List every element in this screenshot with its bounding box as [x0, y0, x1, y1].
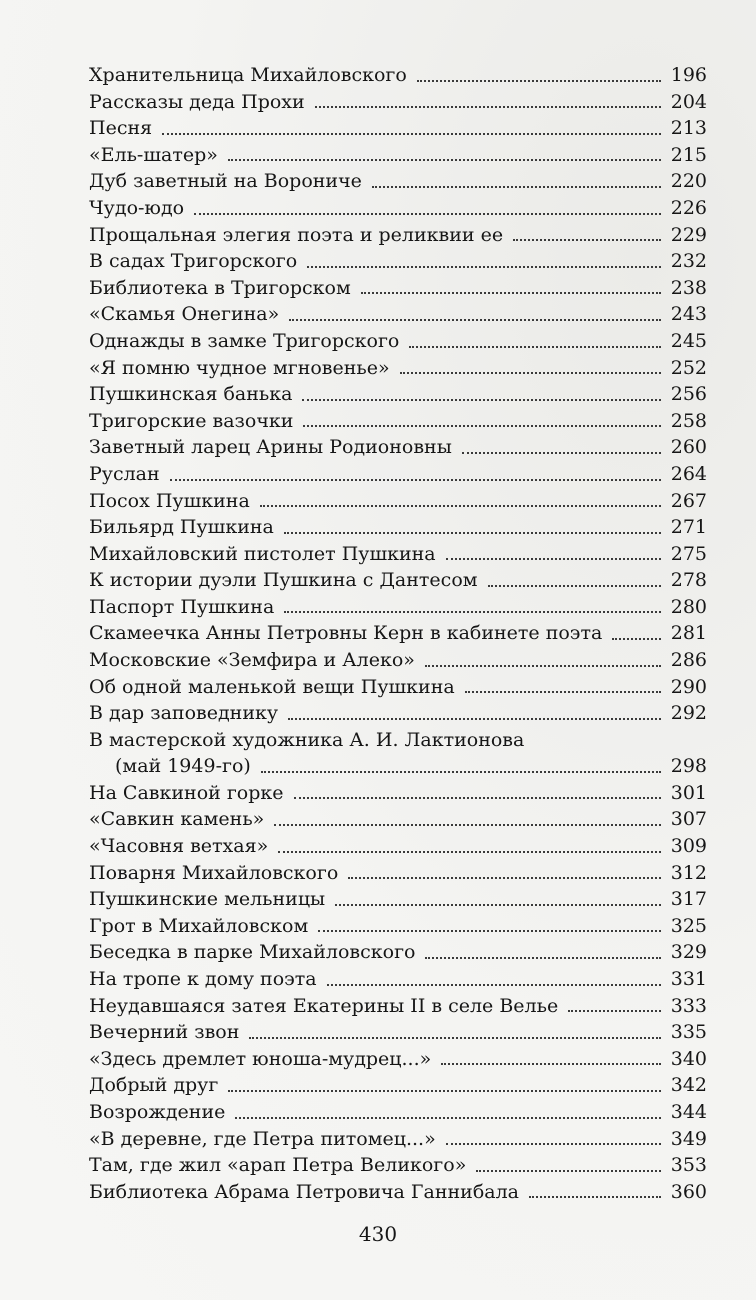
- toc-entry: [89, 275, 707, 302]
- toc-entry: [89, 142, 707, 169]
- toc-entry: [89, 408, 707, 435]
- toc-entry-title: На Савкиной горке: [89, 781, 284, 804]
- toc-entry-title: Тригорские вазочки: [89, 409, 294, 432]
- toc-entry-title: Прощальная элегия поэта и реликвии ее: [89, 223, 504, 246]
- toc-entry-title: Московские «Земфира и Алеко»: [89, 649, 415, 672]
- toc-entry: [89, 939, 707, 966]
- toc-entry-page: 229: [670, 223, 707, 246]
- toc-entry-page: 331: [670, 968, 707, 990]
- toc-entry-title: Добрый друг: [89, 1074, 219, 1097]
- toc-entry-page: 226: [670, 196, 707, 219]
- dot-leader: [348, 876, 661, 879]
- toc-entry-page: 301: [670, 781, 707, 804]
- toc-entry-page: 335: [670, 1021, 707, 1044]
- dot-leader: [361, 291, 661, 294]
- toc-entry-title: «Скамья Онегина»: [89, 303, 280, 326]
- dot-leader: [278, 850, 661, 853]
- toc-entry: [89, 806, 707, 833]
- toc-entry-title: Руслан: [89, 462, 160, 485]
- dot-leader: [260, 504, 661, 507]
- toc-entry: [89, 780, 707, 807]
- dot-leader: [612, 637, 661, 640]
- toc-entry-page: 264: [670, 462, 707, 485]
- toc-entry-title: Об одной маленькой вещи Пушкина: [89, 675, 455, 698]
- toc-entry-title: Пушкинские мельницы: [89, 888, 326, 911]
- toc-entry: [89, 514, 707, 541]
- toc-entry-title: Заветный ларец Арины Родионовны: [89, 436, 452, 459]
- toc-entry: [89, 89, 707, 116]
- toc-entry: [89, 195, 707, 222]
- toc-entry: [89, 993, 707, 1020]
- toc-entry: [89, 355, 707, 382]
- toc-entry-page: 353: [670, 1154, 707, 1177]
- toc-entry: [89, 434, 707, 461]
- dot-leader: [284, 610, 661, 613]
- toc-entry-title: «Савкин камень»: [89, 808, 265, 831]
- toc-entry-title: Хранительница Михайловского: [89, 64, 407, 86]
- dot-leader: [372, 185, 661, 188]
- toc-entry-page: 275: [670, 542, 707, 565]
- toc-entry-title: Пушкинская банька: [89, 383, 293, 406]
- toc-entry-page: 220: [670, 170, 707, 193]
- toc-entry-page: 349: [670, 1127, 707, 1150]
- toc-entry: [89, 115, 707, 142]
- toc-entry-page: 196: [670, 64, 707, 86]
- dot-leader: [425, 664, 661, 667]
- toc-entry-title: «Часовня ветхая»: [89, 835, 269, 858]
- toc-entry: [89, 62, 707, 89]
- toc-entry: [89, 913, 707, 940]
- toc-entry: [89, 222, 707, 249]
- toc-entry: [89, 488, 707, 515]
- toc-entry-title: В садах Тригорского: [89, 250, 298, 273]
- toc-entry: [89, 674, 707, 701]
- toc-entry-page: 245: [670, 329, 707, 352]
- toc-entry-title: Михайловский пистолет Пушкина: [89, 542, 436, 565]
- toc-entry: [89, 1152, 707, 1179]
- dot-leader: [488, 584, 661, 587]
- toc-entry-page: 329: [670, 941, 707, 964]
- dot-leader: [274, 823, 661, 826]
- toc-entry-title: Неудавшаяся затея Екатерины II в селе Велье: [89, 994, 559, 1017]
- toc-entry-page: 258: [670, 409, 707, 432]
- toc-entry-page: 256: [670, 383, 707, 406]
- dot-leader: [194, 212, 661, 215]
- table-of-contents: [89, 62, 707, 1205]
- toc-entry-title: Однажды в замке Тригорского: [89, 329, 400, 352]
- toc-entry-title: Посох Пушкина: [89, 489, 250, 512]
- dot-leader: [529, 1195, 661, 1198]
- dot-leader: [307, 265, 661, 268]
- toc-entry: [89, 700, 707, 727]
- toc-entry-page: 232: [670, 250, 707, 273]
- toc-entry-title: Песня: [89, 117, 153, 140]
- dot-leader: [288, 717, 661, 720]
- dot-leader: [289, 318, 661, 321]
- dot-leader: [441, 1062, 661, 1065]
- toc-entry-page: 312: [670, 861, 707, 884]
- dot-leader: [261, 770, 661, 773]
- toc-entry: [89, 1179, 707, 1206]
- toc-entry: [89, 1099, 707, 1126]
- toc-entry-title: Чудо-юдо: [89, 196, 185, 219]
- dot-leader: [425, 956, 661, 959]
- toc-entry: [89, 541, 707, 568]
- toc-entry-title: Там, где жил «арап Петра Великого»: [89, 1154, 467, 1177]
- toc-entry-page: 307: [670, 808, 707, 831]
- toc-entry: [89, 1072, 707, 1099]
- dot-leader: [335, 903, 661, 906]
- dot-leader: [303, 424, 661, 427]
- toc-entry-page: 271: [670, 516, 707, 539]
- toc-entry-page: 309: [670, 835, 707, 858]
- toc-entry: [89, 461, 707, 488]
- toc-entry-title: «В деревне, где Петра питомец...»: [89, 1127, 436, 1150]
- toc-entry-page: 292: [670, 702, 707, 725]
- toc-entry: [89, 594, 707, 621]
- dot-leader: [446, 1142, 661, 1145]
- dot-leader: [476, 1169, 661, 1172]
- toc-entry: [89, 860, 707, 887]
- toc-entry-page: 260: [670, 436, 707, 459]
- dot-leader: [235, 1116, 661, 1119]
- toc-entry-title: На тропе к дому поэта: [89, 968, 317, 990]
- toc-entry-page: 298: [670, 755, 707, 778]
- toc-entry-page: 344: [670, 1100, 707, 1123]
- toc-entry-title: Рассказы деда Прохи: [89, 90, 305, 113]
- dot-leader: [318, 929, 661, 932]
- toc-entry-title: «Здесь дремлет юноша-мудрец...»: [89, 1047, 432, 1070]
- dot-leader: [446, 557, 661, 560]
- toc-entry: [89, 381, 707, 408]
- toc-entry-title: В мастерской художника А. И. Лактионова: [89, 728, 525, 751]
- toc-entry-page: 360: [670, 1180, 707, 1203]
- dot-leader: [162, 132, 661, 135]
- toc-entry: [89, 833, 707, 860]
- toc-entry-page: 286: [670, 649, 707, 672]
- toc-entry-title: Вечерний звон: [89, 1021, 240, 1044]
- toc-entry-page: 278: [670, 569, 707, 592]
- dot-leader: [568, 1009, 661, 1012]
- toc-entry: [89, 966, 707, 993]
- toc-entry-title: Библиотека в Тригорском: [89, 276, 351, 299]
- toc-entry: [89, 567, 707, 594]
- dot-leader: [315, 105, 661, 108]
- dot-leader: [228, 1089, 661, 1092]
- toc-entry-page: 204: [670, 90, 707, 113]
- dot-leader: [400, 371, 661, 374]
- toc-entry-title: Поварня Михайловского: [89, 861, 339, 884]
- toc-entry-title: Грот в Михайловском: [89, 914, 309, 937]
- toc-entry-title: Бильярд Пушкина: [89, 516, 274, 539]
- toc-entry: [89, 168, 707, 195]
- toc-entry-page: 238: [670, 276, 707, 299]
- toc-entry-title: Возрождение: [89, 1100, 226, 1123]
- toc-entry-title: Паспорт Пушкина: [89, 595, 275, 618]
- toc-entry-title-continued: (май 1949-го): [115, 755, 251, 778]
- toc-entry: [89, 1019, 707, 1046]
- toc-entry-page: 340: [670, 1047, 707, 1070]
- toc-entry: [89, 328, 707, 355]
- toc-entry-page: 290: [670, 675, 707, 698]
- toc-entry-page: 281: [670, 622, 707, 645]
- toc-entry-page: 342: [670, 1074, 707, 1097]
- toc-entry-title: «Я помню чудное мгновенье»: [89, 356, 390, 379]
- toc-entry-title: Беседка в парке Михайловского: [89, 941, 416, 964]
- dot-leader: [417, 79, 661, 82]
- toc-entry-page: 252: [670, 356, 707, 379]
- dot-leader: [302, 398, 661, 401]
- toc-entry-page: 333: [670, 994, 707, 1017]
- toc-entry-title: «Ель-шатер»: [89, 143, 218, 166]
- dot-leader: [294, 796, 661, 799]
- dot-leader: [465, 690, 661, 693]
- toc-entry-title: Скамеечка Анны Петровны Керн в кабинете поэта: [89, 622, 603, 645]
- dot-leader: [228, 158, 661, 161]
- toc-entry-page: 213: [670, 117, 707, 140]
- dot-leader: [249, 1036, 661, 1039]
- toc-entry-title: Библиотека Абрама Петровича Ганнибала: [89, 1180, 519, 1203]
- dot-leader: [462, 451, 661, 454]
- dot-leader: [284, 531, 661, 534]
- toc-entry: [89, 248, 707, 275]
- toc-entry-page: 317: [670, 888, 707, 911]
- toc-entry-title: Дуб заветный на Вороничe: [89, 170, 362, 193]
- dot-leader: [513, 238, 661, 241]
- toc-entry-page: 280: [670, 595, 707, 618]
- toc-entry: [89, 886, 707, 913]
- toc-entry-title: В дар заповеднику: [89, 702, 279, 725]
- toc-entry-page: 325: [670, 914, 707, 937]
- toc-entry-page: 267: [670, 489, 707, 512]
- dot-leader: [409, 345, 661, 348]
- toc-entry: [89, 620, 707, 647]
- toc-entry: [89, 301, 707, 328]
- page-number: 430: [358, 1222, 398, 1246]
- toc-entry-page: 243: [670, 303, 707, 326]
- toc-entry: [89, 1046, 707, 1073]
- toc-entry-page: 215: [670, 143, 707, 166]
- dot-leader: [327, 983, 661, 986]
- toc-entry: [89, 727, 707, 780]
- toc-entry: [89, 647, 707, 674]
- toc-entry-title: К истории дуэли Пушкина с Дантесом: [89, 569, 478, 592]
- toc-entry: [89, 1126, 707, 1153]
- dot-leader: [170, 478, 661, 481]
